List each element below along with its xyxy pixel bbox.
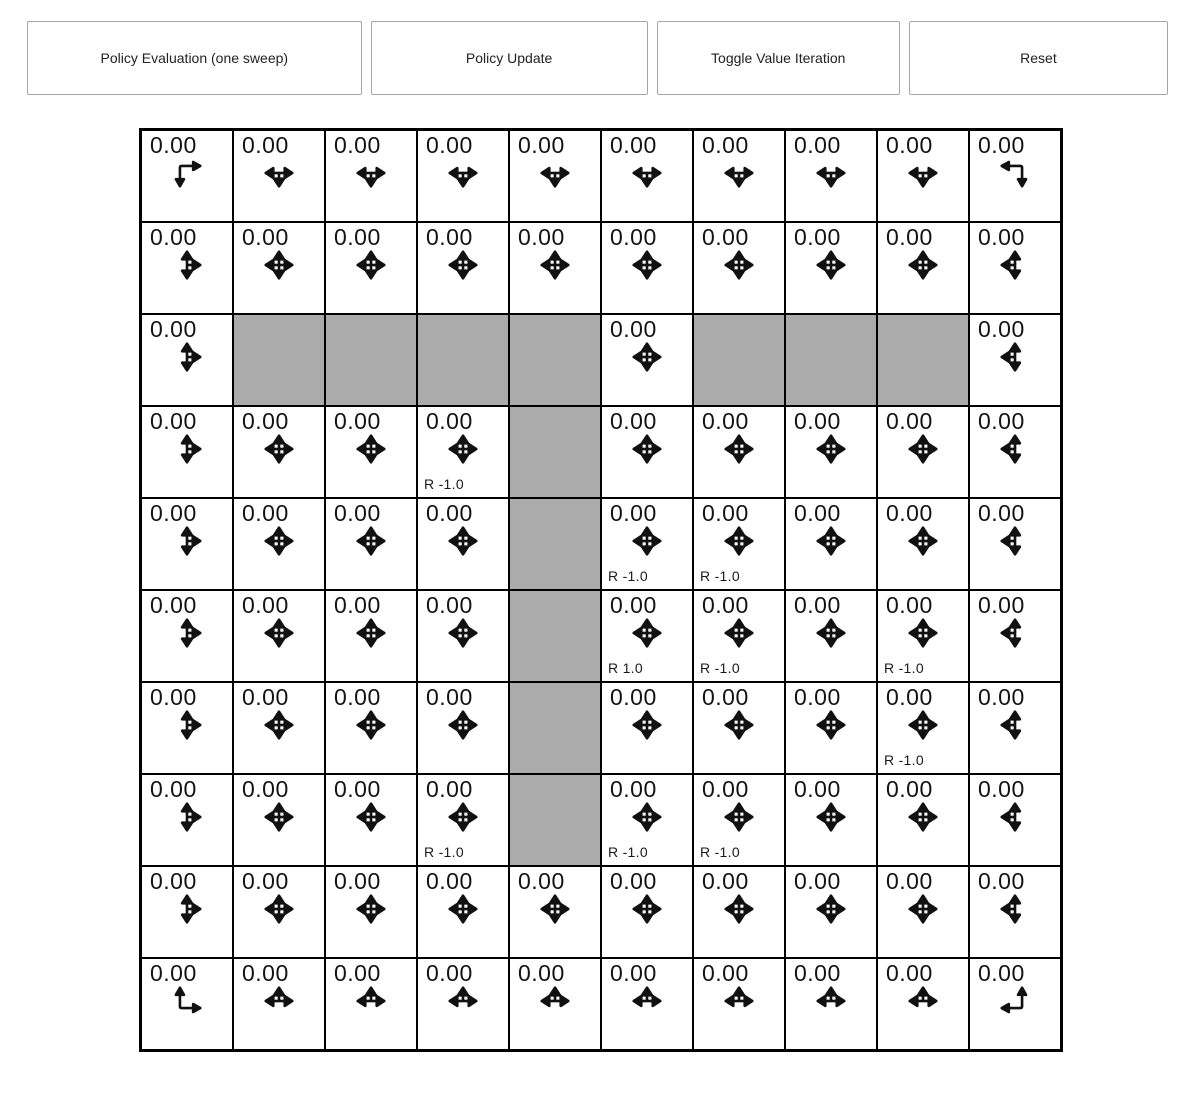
state-value: 0.00 (242, 132, 289, 158)
policy-arrows-icon (724, 434, 754, 464)
state-value: 0.00 (426, 776, 473, 802)
policy-arrows-icon (172, 894, 202, 924)
policy-arrows-icon (264, 434, 294, 464)
state-value: 0.00 (150, 592, 197, 618)
policy-arrows-icon (632, 526, 662, 556)
grid-cell-r1c1[interactable] (233, 222, 325, 314)
grid-cell-r3c9[interactable] (969, 406, 1061, 498)
state-value: 0.00 (702, 592, 749, 618)
state-value: 0.00 (610, 684, 657, 710)
policy-arrows-icon (724, 158, 754, 188)
policy-arrows-icon (356, 250, 386, 280)
wall-cell-r7c4 (509, 774, 601, 866)
state-value: 0.00 (702, 684, 749, 710)
grid-cell-r7c5[interactable] (601, 774, 693, 866)
policy-arrows-icon (1000, 526, 1030, 556)
policy-arrows-icon (908, 250, 938, 280)
grid-cell-r8c3[interactable] (417, 866, 509, 958)
state-value: 0.00 (886, 960, 933, 986)
grid-cell-r4c7[interactable] (785, 498, 877, 590)
policy-arrows-icon (908, 618, 938, 648)
policy-arrows-icon (724, 894, 754, 924)
state-value: 0.00 (334, 684, 381, 710)
grid-cell-r1c2[interactable] (325, 222, 417, 314)
reward-label: R -1.0 (884, 660, 924, 676)
wall-cell-r5c4 (509, 590, 601, 682)
reward-label: R 1.0 (608, 660, 643, 676)
state-value: 0.00 (518, 868, 565, 894)
state-value: 0.00 (150, 960, 197, 986)
policy-arrows-icon (448, 802, 478, 832)
grid-cell-r4c2[interactable] (325, 498, 417, 590)
state-value: 0.00 (702, 960, 749, 986)
policy-arrows-icon (724, 710, 754, 740)
policy-arrows-icon (264, 710, 294, 740)
state-value: 0.00 (610, 592, 657, 618)
grid-cell-r0c9[interactable] (969, 130, 1061, 222)
policy-arrows-icon (1000, 158, 1030, 188)
policy-arrows-icon (172, 802, 202, 832)
grid-cell-r1c9[interactable] (969, 222, 1061, 314)
policy-arrows-icon (356, 986, 386, 1016)
grid-cell-r5c1[interactable] (233, 590, 325, 682)
state-value: 0.00 (426, 868, 473, 894)
grid-cell-r6c2[interactable] (325, 682, 417, 774)
wall-cell-r2c4 (509, 314, 601, 406)
grid-cell-r4c6[interactable] (693, 498, 785, 590)
policy-arrows-icon (172, 158, 202, 188)
policy-arrows-icon (632, 342, 662, 372)
grid-cell-r0c8[interactable] (877, 130, 969, 222)
state-value: 0.00 (978, 776, 1025, 802)
grid-cell-r0c5[interactable] (601, 130, 693, 222)
policy-arrows-icon (724, 986, 754, 1016)
state-value: 0.00 (886, 224, 933, 250)
policy-arrows-icon (540, 986, 570, 1016)
state-value: 0.00 (334, 408, 381, 434)
state-value: 0.00 (610, 132, 657, 158)
policy-arrows-icon (1000, 894, 1030, 924)
policy-arrows-icon (356, 526, 386, 556)
grid-cell-r1c6[interactable] (693, 222, 785, 314)
policy-arrows-icon (172, 618, 202, 648)
state-value: 0.00 (978, 224, 1025, 250)
grid-cell-r1c7[interactable] (785, 222, 877, 314)
policy-arrows-icon (264, 158, 294, 188)
grid-cell-r8c4[interactable] (509, 866, 601, 958)
grid-cell-r9c3[interactable] (417, 958, 509, 1050)
grid-cell-r8c6[interactable] (693, 866, 785, 958)
state-value: 0.00 (242, 592, 289, 618)
policy-arrows-icon (1000, 986, 1030, 1016)
grid-cell-r0c0[interactable] (141, 130, 233, 222)
grid-cell-r6c0[interactable] (141, 682, 233, 774)
grid-cell-r3c3[interactable] (417, 406, 509, 498)
grid-cell-r6c1[interactable] (233, 682, 325, 774)
state-value: 0.00 (794, 776, 841, 802)
grid-cell-r8c8[interactable] (877, 866, 969, 958)
toolbar (27, 21, 1168, 95)
state-value: 0.00 (426, 132, 473, 158)
policy-arrows-icon (908, 802, 938, 832)
grid-cell-r3c7[interactable] (785, 406, 877, 498)
policy-arrows-icon (1000, 710, 1030, 740)
policy-arrows-icon (908, 710, 938, 740)
reward-label: R -1.0 (884, 752, 924, 768)
policy-arrows-icon (448, 710, 478, 740)
state-value: 0.00 (150, 408, 197, 434)
policy-arrows-icon (172, 434, 202, 464)
state-value: 0.00 (242, 776, 289, 802)
state-value: 0.00 (886, 868, 933, 894)
state-value: 0.00 (426, 592, 473, 618)
grid-cell-r7c3[interactable] (417, 774, 509, 866)
state-value: 0.00 (242, 500, 289, 526)
grid-cell-r8c9[interactable] (969, 866, 1061, 958)
grid-cell-r5c0[interactable] (141, 590, 233, 682)
grid-cell-r5c8[interactable] (877, 590, 969, 682)
policy-arrows-icon (816, 710, 846, 740)
state-value: 0.00 (518, 960, 565, 986)
state-value: 0.00 (610, 500, 657, 526)
grid-cell-r9c6[interactable] (693, 958, 785, 1050)
policy-arrows-icon (724, 802, 754, 832)
policy-arrows-icon (448, 250, 478, 280)
state-value: 0.00 (702, 132, 749, 158)
policy-arrows-icon (448, 526, 478, 556)
grid-cell-r4c5[interactable] (601, 498, 693, 590)
policy-arrows-icon (356, 618, 386, 648)
grid-cell-r9c0[interactable] (141, 958, 233, 1050)
grid-cell-r0c7[interactable] (785, 130, 877, 222)
policy-arrows-icon (356, 802, 386, 832)
wall-cell-r2c1 (233, 314, 325, 406)
state-value: 0.00 (702, 868, 749, 894)
policy-arrows-icon (448, 894, 478, 924)
state-value: 0.00 (334, 868, 381, 894)
reward-label: R -1.0 (700, 568, 740, 584)
grid-cell-r7c7[interactable] (785, 774, 877, 866)
grid-cell-r6c8[interactable] (877, 682, 969, 774)
grid-cell-r9c4[interactable] (509, 958, 601, 1050)
state-value: 0.00 (334, 500, 381, 526)
state-value: 0.00 (978, 408, 1025, 434)
policy-arrows-icon (724, 250, 754, 280)
state-value: 0.00 (794, 408, 841, 434)
grid-cell-r0c1[interactable] (233, 130, 325, 222)
gridworld (139, 128, 1063, 1052)
state-value: 0.00 (886, 776, 933, 802)
grid-cell-r3c6[interactable] (693, 406, 785, 498)
grid-cell-r7c2[interactable] (325, 774, 417, 866)
reward-label: R -1.0 (424, 844, 464, 860)
state-value: 0.00 (426, 224, 473, 250)
state-value: 0.00 (150, 776, 197, 802)
reward-label: R -1.0 (608, 844, 648, 860)
grid-cell-r7c6[interactable] (693, 774, 785, 866)
wall-cell-r4c4 (509, 498, 601, 590)
policy-arrows-icon (448, 986, 478, 1016)
state-value: 0.00 (610, 408, 657, 434)
policy-arrows-icon (632, 158, 662, 188)
grid-cell-r0c3[interactable] (417, 130, 509, 222)
grid-cell-r9c5[interactable] (601, 958, 693, 1050)
policy-arrows-icon (540, 894, 570, 924)
grid-cell-r4c9[interactable] (969, 498, 1061, 590)
grid-cell-r9c2[interactable] (325, 958, 417, 1050)
state-value: 0.00 (518, 224, 565, 250)
policy-arrows-icon (172, 342, 202, 372)
policy-arrows-icon (816, 618, 846, 648)
policy-arrows-icon (448, 434, 478, 464)
policy-arrows-icon (816, 158, 846, 188)
grid-cell-r8c2[interactable] (325, 866, 417, 958)
policy-arrows-icon (540, 250, 570, 280)
grid-cell-r0c4[interactable] (509, 130, 601, 222)
state-value: 0.00 (978, 132, 1025, 158)
policy-arrows-icon (1000, 342, 1030, 372)
state-value: 0.00 (242, 960, 289, 986)
toggle-value-iteration-button[interactable]: Toggle Value Iteration (657, 21, 900, 95)
state-value: 0.00 (702, 500, 749, 526)
policy-arrows-icon (908, 434, 938, 464)
grid-cell-r5c5[interactable] (601, 590, 693, 682)
policy-arrows-icon (448, 158, 478, 188)
policy-arrows-icon (816, 250, 846, 280)
state-value: 0.00 (150, 500, 197, 526)
policy-arrows-icon (816, 434, 846, 464)
state-value: 0.00 (794, 224, 841, 250)
state-value: 0.00 (978, 684, 1025, 710)
policy-arrows-icon (908, 158, 938, 188)
grid-cell-r5c3[interactable] (417, 590, 509, 682)
wall-cell-r6c4 (509, 682, 601, 774)
state-value: 0.00 (242, 684, 289, 710)
grid-cell-r5c2[interactable] (325, 590, 417, 682)
grid-cell-r8c0[interactable] (141, 866, 233, 958)
wall-cell-r3c4 (509, 406, 601, 498)
grid-cell-r7c0[interactable] (141, 774, 233, 866)
policy-arrows-icon (816, 986, 846, 1016)
policy-arrows-icon (632, 434, 662, 464)
grid-cell-r8c5[interactable] (601, 866, 693, 958)
grid-cell-r2c5[interactable] (601, 314, 693, 406)
grid-cell-r9c1[interactable] (233, 958, 325, 1050)
policy-arrows-icon (172, 710, 202, 740)
state-value: 0.00 (610, 316, 657, 342)
grid-cell-r6c5[interactable] (601, 682, 693, 774)
policy-arrows-icon (264, 618, 294, 648)
state-value: 0.00 (610, 224, 657, 250)
state-value: 0.00 (978, 868, 1025, 894)
policy-arrows-icon (264, 986, 294, 1016)
grid-cell-r9c8[interactable] (877, 958, 969, 1050)
state-value: 0.00 (610, 776, 657, 802)
policy-arrows-icon (816, 526, 846, 556)
grid-cell-r0c6[interactable] (693, 130, 785, 222)
state-value: 0.00 (242, 408, 289, 434)
policy-arrows-icon (816, 802, 846, 832)
policy-arrows-icon (356, 710, 386, 740)
state-value: 0.00 (702, 224, 749, 250)
policy-arrows-icon (264, 526, 294, 556)
grid-cell-r5c6[interactable] (693, 590, 785, 682)
policy-arrows-icon (356, 158, 386, 188)
state-value: 0.00 (886, 408, 933, 434)
state-value: 0.00 (978, 960, 1025, 986)
policy-arrows-icon (1000, 434, 1030, 464)
state-value: 0.00 (886, 592, 933, 618)
state-value: 0.00 (702, 408, 749, 434)
grid-cell-r8c1[interactable] (233, 866, 325, 958)
policy-arrows-icon (356, 434, 386, 464)
grid-cell-r7c9[interactable] (969, 774, 1061, 866)
grid-cell-r8c7[interactable] (785, 866, 877, 958)
policy-arrows-icon (172, 526, 202, 556)
state-value: 0.00 (794, 500, 841, 526)
wall-cell-r2c6 (693, 314, 785, 406)
reward-label: R -1.0 (700, 660, 740, 676)
policy-arrows-icon (908, 526, 938, 556)
grid-cell-r3c2[interactable] (325, 406, 417, 498)
state-value: 0.00 (242, 868, 289, 894)
policy-arrows-icon (908, 986, 938, 1016)
state-value: 0.00 (334, 224, 381, 250)
policy-arrows-icon (264, 894, 294, 924)
state-value: 0.00 (334, 592, 381, 618)
grid-cell-r9c9[interactable] (969, 958, 1061, 1050)
grid-cell-r3c8[interactable] (877, 406, 969, 498)
policy-arrows-icon (632, 802, 662, 832)
grid-cell-r6c3[interactable] (417, 682, 509, 774)
grid-cell-r6c6[interactable] (693, 682, 785, 774)
reward-label: R -1.0 (424, 476, 464, 492)
policy-arrows-icon (632, 250, 662, 280)
state-value: 0.00 (150, 224, 197, 250)
state-value: 0.00 (426, 684, 473, 710)
state-value: 0.00 (610, 868, 657, 894)
state-value: 0.00 (886, 684, 933, 710)
policy-arrows-icon (264, 802, 294, 832)
grid-cell-r2c9[interactable] (969, 314, 1061, 406)
grid-cell-r3c1[interactable] (233, 406, 325, 498)
wall-cell-r2c8 (877, 314, 969, 406)
policy-arrows-icon (632, 986, 662, 1016)
state-value: 0.00 (978, 592, 1025, 618)
grid-cell-r1c0[interactable] (141, 222, 233, 314)
wall-cell-r2c2 (325, 314, 417, 406)
policy-arrows-icon (172, 986, 202, 1016)
state-value: 0.00 (518, 132, 565, 158)
grid-cell-r3c0[interactable] (141, 406, 233, 498)
wall-cell-r2c7 (785, 314, 877, 406)
policy-arrows-icon (448, 618, 478, 648)
policy-arrows-icon (1000, 618, 1030, 648)
policy-evaluation-button[interactable]: Policy Evaluation (one sweep) (27, 21, 362, 95)
policy-arrows-icon (1000, 250, 1030, 280)
state-value: 0.00 (426, 408, 473, 434)
policy-update-button[interactable]: Policy Update (371, 21, 648, 95)
state-value: 0.00 (886, 500, 933, 526)
gridworld-container (0, 128, 1202, 1052)
policy-arrows-icon (540, 158, 570, 188)
state-value: 0.00 (242, 224, 289, 250)
state-value: 0.00 (794, 684, 841, 710)
grid-cell-r3c5[interactable] (601, 406, 693, 498)
grid-cell-r6c7[interactable] (785, 682, 877, 774)
state-value: 0.00 (978, 500, 1025, 526)
state-value: 0.00 (150, 316, 197, 342)
grid-cell-r6c9[interactable] (969, 682, 1061, 774)
grid-cell-r4c8[interactable] (877, 498, 969, 590)
reward-label: R -1.0 (608, 568, 648, 584)
state-value: 0.00 (150, 132, 197, 158)
state-value: 0.00 (702, 776, 749, 802)
state-value: 0.00 (150, 868, 197, 894)
state-value: 0.00 (794, 132, 841, 158)
policy-arrows-icon (1000, 802, 1030, 832)
state-value: 0.00 (150, 684, 197, 710)
policy-arrows-icon (632, 618, 662, 648)
policy-arrows-icon (816, 894, 846, 924)
grid-cell-r1c4[interactable] (509, 222, 601, 314)
grid-cell-r7c8[interactable] (877, 774, 969, 866)
policy-arrows-icon (724, 526, 754, 556)
reward-label: R -1.0 (700, 844, 740, 860)
policy-arrows-icon (172, 250, 202, 280)
policy-arrows-icon (356, 894, 386, 924)
grid-cell-r1c8[interactable] (877, 222, 969, 314)
grid-cell-r4c0[interactable] (141, 498, 233, 590)
grid-cell-r4c3[interactable] (417, 498, 509, 590)
policy-arrows-icon (632, 894, 662, 924)
reset-button[interactable]: Reset (909, 21, 1168, 95)
wall-cell-r2c3 (417, 314, 509, 406)
grid-cell-r2c0[interactable] (141, 314, 233, 406)
grid-cell-r5c9[interactable] (969, 590, 1061, 682)
state-value: 0.00 (886, 132, 933, 158)
grid-cell-r7c1[interactable] (233, 774, 325, 866)
grid-cell-r0c2[interactable] (325, 130, 417, 222)
policy-arrows-icon (632, 710, 662, 740)
state-value: 0.00 (610, 960, 657, 986)
state-value: 0.00 (426, 500, 473, 526)
policy-arrows-icon (908, 894, 938, 924)
grid-cell-r5c7[interactable] (785, 590, 877, 682)
state-value: 0.00 (794, 960, 841, 986)
grid-cell-r4c1[interactable] (233, 498, 325, 590)
state-value: 0.00 (794, 592, 841, 618)
grid-cell-r1c3[interactable] (417, 222, 509, 314)
state-value: 0.00 (426, 960, 473, 986)
state-value: 0.00 (794, 868, 841, 894)
grid-cell-r9c7[interactable] (785, 958, 877, 1050)
state-value: 0.00 (978, 316, 1025, 342)
grid-cell-r1c5[interactable] (601, 222, 693, 314)
policy-arrows-icon (724, 618, 754, 648)
state-value: 0.00 (334, 960, 381, 986)
policy-arrows-icon (264, 250, 294, 280)
state-value: 0.00 (334, 776, 381, 802)
state-value: 0.00 (334, 132, 381, 158)
